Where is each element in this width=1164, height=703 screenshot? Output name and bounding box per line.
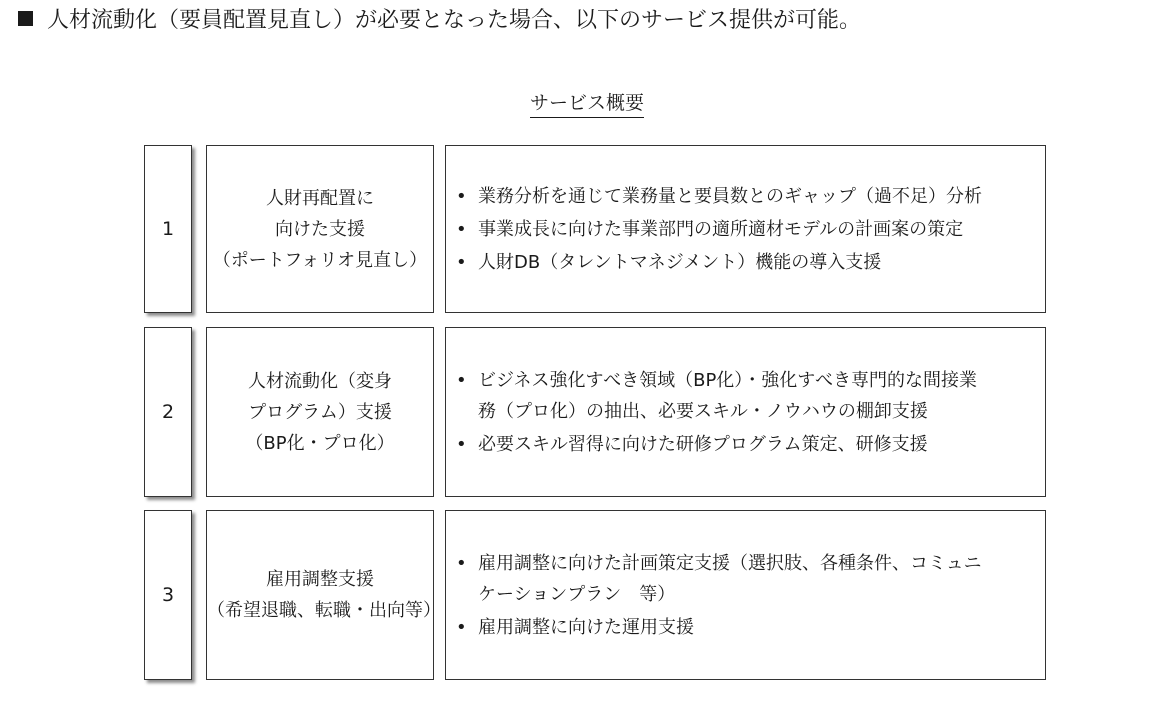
- list-item-text: 雇用調整に向けた計画策定支援（選択肢、各種条件、コミュニ ケーションプラン 等）: [478, 552, 982, 605]
- list-item-text: 事業成長に向けた事業部門の適所適材モデルの計画案の策定: [478, 218, 964, 240]
- list-item-text: 業務分析を通じて業務量と要員数とのギャップ（過不足）分析: [478, 185, 982, 207]
- list-item-text: 必要スキル習得に向けた研修プログラム策定、研修支援: [478, 433, 928, 455]
- list-item-text: 雇用調整に向けた運用支援: [478, 616, 694, 638]
- bullet-icon: •: [456, 369, 467, 391]
- row-number-box-1: [144, 145, 192, 313]
- list-item: [456, 214, 1035, 245]
- page-heading: [18, 6, 861, 36]
- bullet-icon: •: [456, 251, 467, 273]
- page-heading-text: 人材流動化（要員配置見直し）が必要となった場合、以下のサービス提供が可能。: [47, 8, 862, 33]
- bullet-icon: •: [456, 433, 467, 455]
- bullet-icon: •: [456, 185, 467, 207]
- row-title-box-2: [206, 327, 434, 497]
- list-item: [456, 181, 1035, 212]
- list-item: [456, 612, 1035, 643]
- row-number-box-2: [144, 327, 192, 497]
- bullet-icon: •: [456, 616, 467, 638]
- row-description-box-1: [445, 145, 1046, 313]
- list-item: [456, 429, 1035, 460]
- list-item: [456, 548, 1035, 610]
- row-number: 2: [161, 401, 175, 423]
- list-item-text: ビジネス強化すべき領域（BP化）・強化すべき専門的な間接業 務（プロ化）の抽出、必要スキル・ノウハウの棚卸支援: [478, 369, 977, 422]
- row-title: 人財再配置に 向けた支援 （ポートフォリオ見直し）: [212, 187, 428, 271]
- row-description-box-2: [445, 327, 1046, 497]
- list-item-text: 人財DB（タレントマネジメント）機能の導入支援: [478, 251, 882, 273]
- section-title: サービス概要: [530, 91, 644, 118]
- row-title: 雇用調整支援 （希望退職、転職・出向等）: [207, 569, 441, 621]
- row-title: 人材流動化（変身 プログラム）支援 （BP化・プロ化）: [245, 370, 395, 454]
- row-title-box-1: [206, 145, 434, 313]
- list-item: [456, 247, 1035, 278]
- row-number-box-3: [144, 510, 192, 680]
- square-bullet-icon: [18, 11, 33, 26]
- list-item: [456, 365, 1035, 427]
- bullet-icon: •: [456, 218, 467, 240]
- row-description-box-3: [445, 510, 1046, 680]
- row-number: 3: [161, 584, 175, 606]
- row-number: 1: [161, 218, 175, 240]
- bullet-icon: •: [456, 552, 467, 574]
- row-title-box-3: [206, 510, 441, 680]
